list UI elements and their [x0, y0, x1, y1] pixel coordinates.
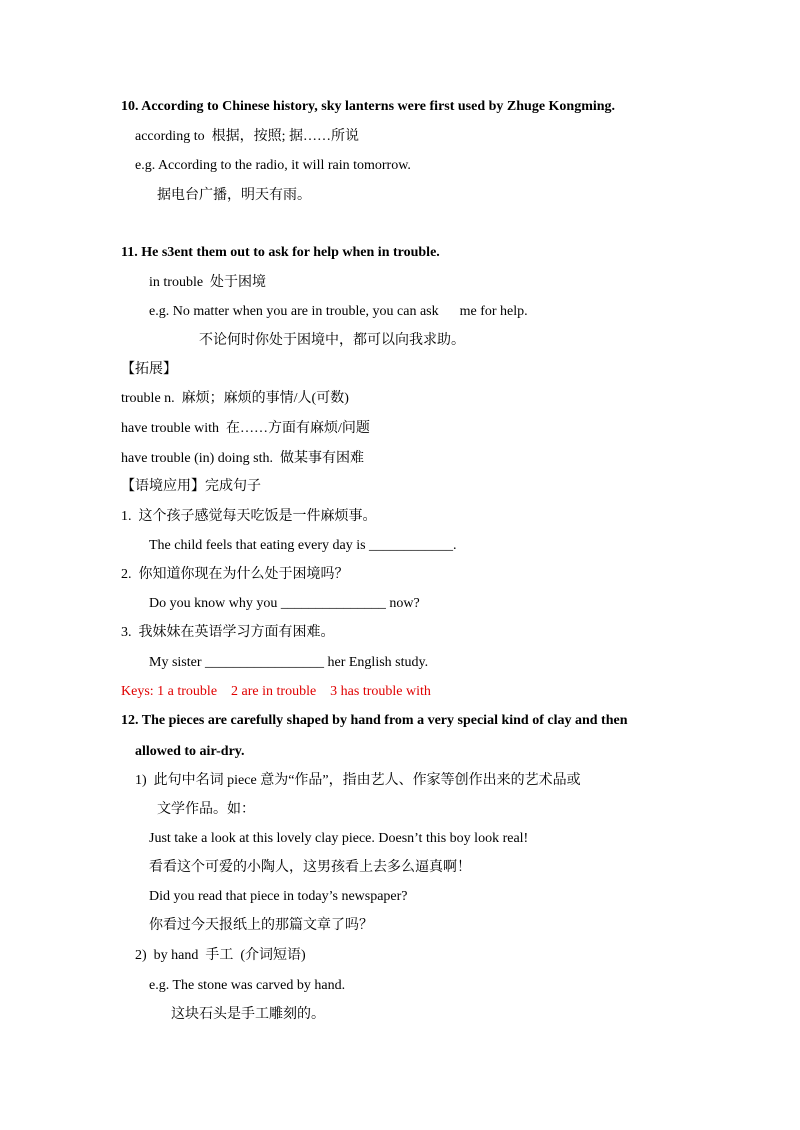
exercise-cn: 3. 我妹妹在英语学习方面有困难。: [121, 625, 335, 640]
exercise-cn: 2. 你知道你现在为什么处于困境吗？: [121, 567, 349, 582]
item12-point2-example: e.g. The stone was carved by hand.: [149, 978, 346, 993]
extension-line: trouble n. 麻烦；麻烦的事情/人(可数): [121, 391, 349, 406]
item10-title: 10. According to Chinese history, sky lanterns were first used by Zhuge Kongming.: [121, 99, 616, 114]
extension-heading: 【拓展】: [121, 362, 177, 377]
answer-keys: Keys: 1 a trouble 2 are in trouble 3 has trouble with: [121, 684, 431, 699]
extension-line: have trouble with 在……方面有麻烦/问题: [121, 421, 370, 436]
item11-translation: 不论何时你处于困境中，都可以向我求助。: [199, 333, 465, 348]
item10-translation: 据电台广播，明天有雨。: [157, 188, 311, 203]
item12-title-line2: allowed to air-dry.: [135, 744, 245, 759]
item12-point2-translation: 这块石头是手工雕刻的。: [171, 1007, 325, 1022]
exercise-heading: 【语境应用】完成句子: [121, 479, 261, 494]
item10-phrase: according to 根据，按照; 据……所说: [135, 129, 359, 144]
extension-line: have trouble (in) doing sth. 做某事有困难: [121, 451, 365, 466]
item11-example: e.g. No matter when you are in trouble, you can ask me for help.: [149, 304, 528, 319]
item11-phrase: in trouble 处于困境: [149, 275, 267, 290]
exercise-en: My sister _________________ her English study.: [149, 655, 429, 670]
exercise-en: Do you know why you _______________ now?: [149, 596, 420, 611]
item12-example2-cn: 你看过今天报纸上的那篇文章了吗？: [149, 918, 373, 933]
item12-point1-line2: 文学作品。如：: [157, 802, 255, 817]
item12-title-line1: 12. The pieces are carefully shaped by hand from a very special kind of clay and then: [121, 713, 628, 728]
item10-example: e.g. According to the radio, it will rain tomorrow.: [135, 158, 411, 173]
exercise-cn: 1. 这个孩子感觉每天吃饭是一件麻烦事。: [121, 509, 377, 524]
item12-point2: 2) by hand 手工 (介词短语): [135, 948, 306, 963]
item12-point1-line1: 1) 此句中名词 piece 意为“作品”，指由艺人、作家等创作出来的艺术品或: [135, 773, 581, 788]
exercise-en: The child feels that eating every day is ____________.: [149, 538, 457, 553]
item11-title: 11. He s3ent them out to ask for help when in trouble.: [121, 245, 440, 260]
item12-example2-en: Did you read that piece in today’s newspaper?: [149, 889, 408, 904]
item12-example1-en: Just take a look at this lovely clay piece. Doesn’t this boy look real!: [149, 831, 529, 846]
item12-example1-cn: 看看这个可爱的小陶人，这男孩看上去多么逼真啊！: [149, 860, 471, 875]
